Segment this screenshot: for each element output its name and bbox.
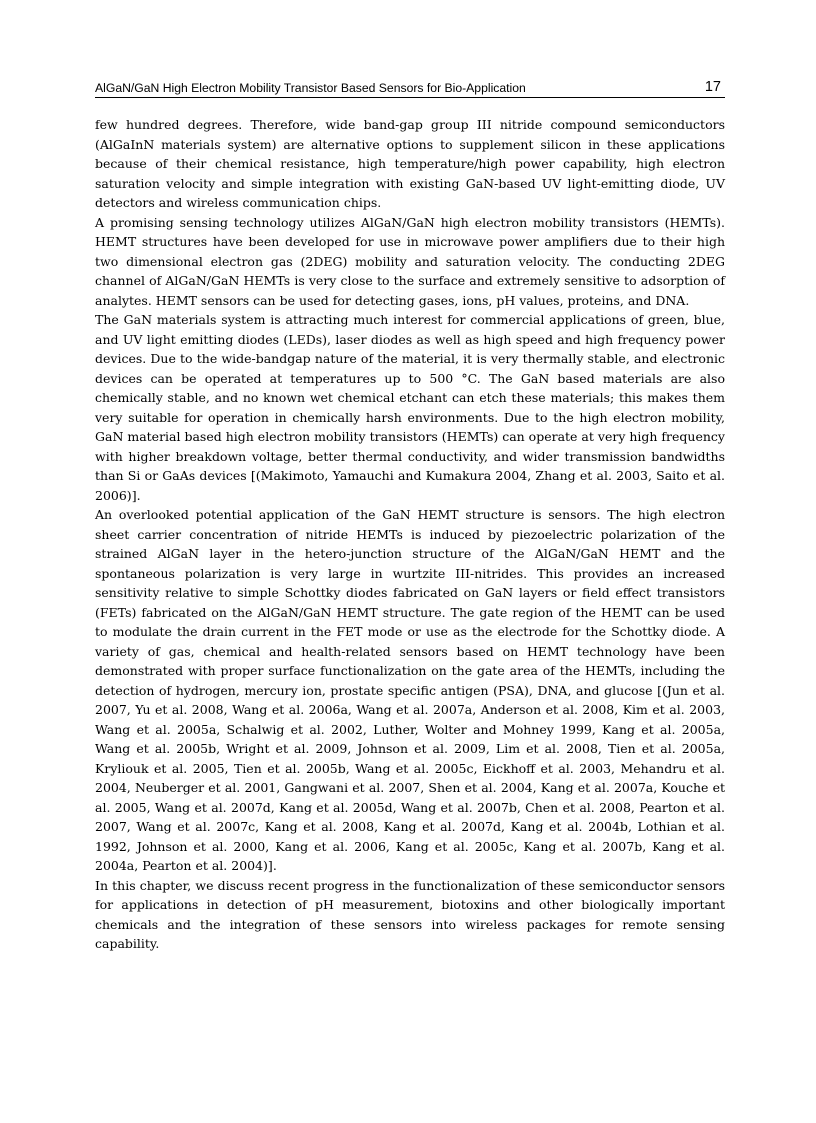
- paragraph-sensor-applications: An overlooked potential application of the GaN HEMT structure is sensors. The high electron sheet carrier concentration of nitride HEMTs is induced by piezoelectric polarization of the strained AlGaN layer in the hetero-junction structure of the AlGaN/GaN HEMT and the spontaneous polarization is very large in wurtzite III-nitrides. This provides an increased sensitivity relative to simple Schottky diodes fabricated on GaN layers or field effect transistors (FETs) fabricated on the AlGaN/GaN HEMT structure. The gate region of the HEMT can be used to modulate the drain current in the FET mode or use as the electrode for the Schottky diode. A variety of gas, chemical and health-related sensors based on HEMT technology have been demonstrated with proper surface functionalization on the gate area of the HEMTs, including the detection of hydrogen, mercury ion, prostate specific antigen (PSA), DNA, and glucose [(Jun et al. 2007, Yu et al. 2008, Wang et al. 2006a, Wang et al. 2007a, Anderson et al. 2008, Kim et al. 2003, Wang et al. 2005a, Schalwig et al. 2002, Luther, Wolter and Mohney 1999, Kang et al. 2005a, Wang et al. 2005b, Wright et al. 2009, Johnson et al. 2009, Lim et al. 2008, Tien et al. 2005a, Kryliouk et al. 2005, Tien et al. 2005b, Wang et al. 2005c, Eickhoff et al. 2003, Mehandru et al. 2004, Neuberger et al. 2001, Gangwani et al. 2007, Shen et al. 2004, Kang et al. 2007a, Kouche et al. 2005, Wang et al. 2007d, Kang et al. 2005d, Wang et al. 2007b, Chen et al. 2008, Pearton et al. 2007, Wang et al. 2007c, Kang et al. 2008, Kang et al. 2007d, Kang et al. 2004b, Lothian et al. 1992, Johnson et al. 2000, Kang et al. 2006, Kang et al. 2005c, Kang et al. 2007b, Kang et al. 2004a, Pearton et al. 2004)].: [95, 507, 725, 873]
- paragraph-continuation: few hundred degrees. Therefore, wide band-gap group III nitride compound semiconductors (AlGaInN materials system) are alternative options to supplement silicon in these applications because of their chemical resistance, high temperature/high power capability, high electron saturation velocity and simple integration with existing GaN-based UV light-emitting diode, UV detectors and wireless communication chips.: [95, 117, 725, 210]
- running-header: [95, 77, 725, 98]
- running-title: AlGaN/GaN High Electron Mobility Transistor Based Sensors for Bio-Application: [95, 81, 526, 95]
- paragraph-chapter-overview: In this chapter, we discuss recent progress in the functionalization of these semiconductor sensors for applications in detection of pH measurement, biotoxins and other biologically important chemicals and the integration of these sensors into wireless packages for remote sensing capability.: [95, 877, 725, 951]
- paragraph-gan-materials: The GaN materials system is attracting much interest for commercial applications of green, blue, and UV light emitting diodes (LEDs), laser diodes as well as high speed and high frequency power devices. Due to the wide-bandgap nature of the material, it is very thermally stable, and electronic devices can be operated at temperatures up to 500 °C. The GaN based materials are also chemically stable, and no known wet chemical etchant can etch these materials; this makes them very suitable for operation in chemically harsh environments. Due to the high electron mobility, GaN material based high electron mobility transistors (HEMTs) can operate at very high frequency with higher breakdown voltage, better thermal conductivity, and wider transmission bandwidths than Si or GaAs devices [(Makimoto, Yamauchi and Kumakura 2004, Zhang et al. 2003, Saito et al. 2006)].: [95, 312, 725, 503]
- paragraph-hemt-sensing: A promising sensing technology utilizes AlGaN/GaN high electron mobility transistors (HEMTs). HEMT structures have been developed for use in microwave power amplifiers due to their high two dimensional electron gas (2DEG) mobility and saturation velocity. The conducting 2DEG channel of AlGaN/GaN HEMTs is very close to the surface and extremely sensitive to adsorption of analytes. HEMT sensors can be used for detecting gases, ions, pH values, proteins, and DNA.: [95, 214, 725, 308]
- body-text: [95, 115, 725, 954]
- page-number: 17: [704, 79, 721, 95]
